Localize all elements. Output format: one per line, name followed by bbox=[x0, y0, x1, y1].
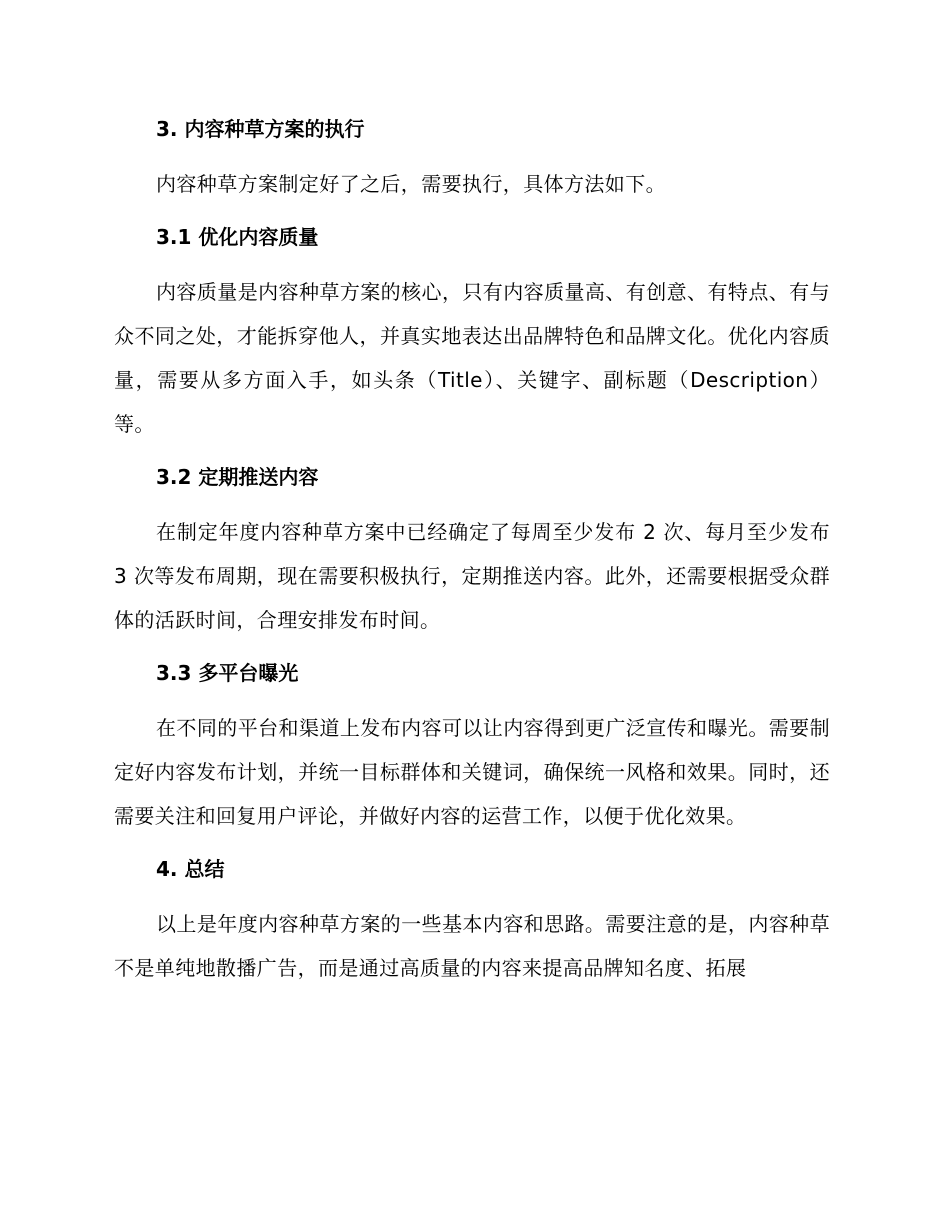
section-paragraph-3: 内容种草方案制定好了之后，需要执行，具体方法如下。 bbox=[156, 172, 666, 196]
section-heading-3: 3. 内容种草方案的执行 bbox=[156, 117, 365, 141]
section-paragraph-4: 以上是年度内容种草方案的一些基本内容和思路。需要注意的是，内容种草不是单纯地散播广告，而是通过高质量的内容来提高品牌知名度、拓展 bbox=[114, 912, 830, 980]
section-heading-3-3: 3.3 多平台曝光 bbox=[156, 661, 299, 685]
section-paragraph-3-2: 在制定年度内容种草方案中已经确定了每周至少发布 2 次、每月至少发布 3 次等发布周期，现在需要积极执行，定期推送内容。此外，还需要根据受众群体的活跃时间，合理安排发布时间。 bbox=[114, 520, 830, 632]
section-heading-3-1: 3.1 优化内容质量 bbox=[156, 225, 319, 249]
section-paragraph-3-1: 内容质量是内容种草方案的核心，只有内容质量高、有创意、有特点、有与众不同之处，才能拆穿他人，并真实地表达出品牌特色和品牌文化。优化内容质量，需要从多方面入手，如头条（Title）、关键字、副标题（Description）等。 bbox=[114, 280, 830, 436]
document-body bbox=[114, 110, 830, 990]
section-heading-3-2: 3.2 定期推送内容 bbox=[156, 465, 319, 489]
section-heading-4: 4. 总结 bbox=[156, 857, 225, 881]
section-paragraph-3-3: 在不同的平台和渠道上发布内容可以让内容得到更广泛宣传和曝光。需要制定好内容发布计划，并统一目标群体和关键词，确保统一风格和效果。同时，还需要关注和回复用户评论，并做好内容的运营工作，以便于优化效果。 bbox=[114, 716, 830, 828]
